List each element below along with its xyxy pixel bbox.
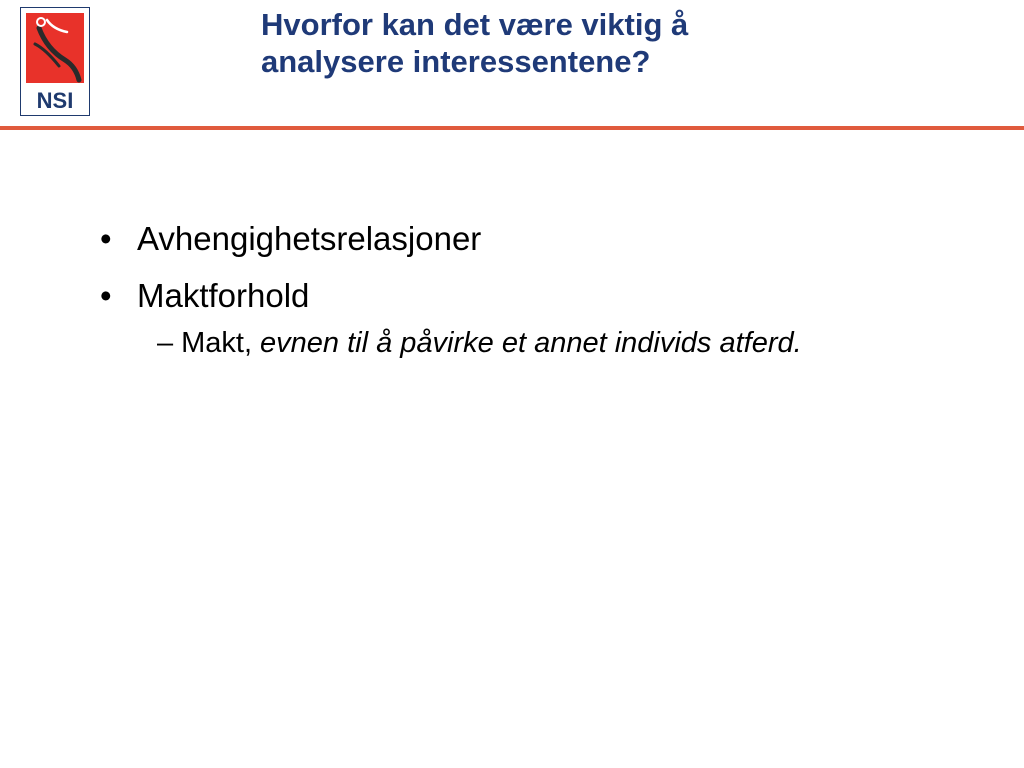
title-line-2: analysere interessentene? <box>261 44 651 79</box>
title-line-1: Hvorfor kan det være viktig å <box>261 7 689 42</box>
bullet-marker: • <box>100 277 112 314</box>
logo-text: NSI <box>36 88 74 113</box>
nsi-logo <box>20 7 90 116</box>
bullet-text: Avhengighetsrelasjoner <box>137 220 482 257</box>
bullet-item <box>100 277 1000 315</box>
bullet-item <box>100 220 1000 258</box>
sub-bullet-marker: – <box>157 327 174 359</box>
slide-content <box>100 220 1000 360</box>
sub-bullet-definition: evnen til å påvirke et annet individs atferd. <box>260 327 802 359</box>
slide-title <box>261 6 981 80</box>
nsi-logo-mark <box>21 8 89 115</box>
title-divider <box>0 126 1024 130</box>
sub-bullet-item <box>157 326 1000 360</box>
sub-bullet-term: Makt, <box>181 327 253 359</box>
bullet-marker: • <box>100 220 112 257</box>
bullet-text: Maktforhold <box>137 277 310 314</box>
